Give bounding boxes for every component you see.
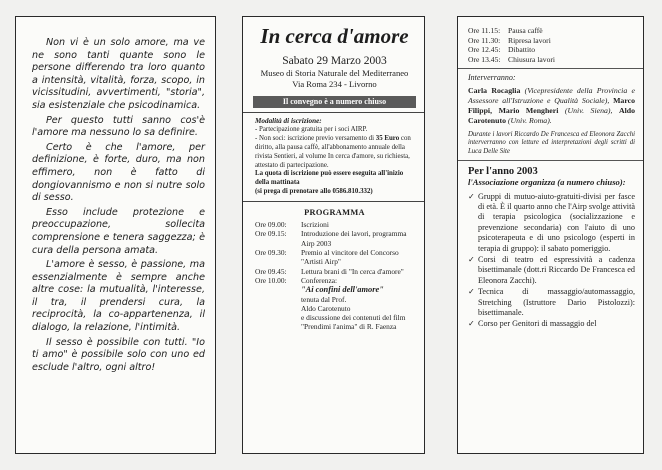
event-date: Sabato 29 Marzo 2003 (282, 55, 387, 67)
checkmark-icon: ✓ (468, 319, 475, 329)
list-item (468, 255, 635, 286)
activities-list (468, 192, 635, 330)
registration-nonmembers (255, 135, 414, 170)
speaker-role: (Univ. Siena), (558, 105, 619, 115)
booking-note: (si prega di prenotare allo 0586.810.332) (255, 188, 373, 196)
program-desc: Introduzione dei lavori, programma Airp 2003 (301, 229, 407, 248)
speaker-role: (Vicepresidente della Provincia e Assessore all'Istruzione e Qualità Sociale), (468, 85, 635, 105)
program-row (255, 248, 414, 267)
schedule-desc: Chiusura lavori (508, 54, 556, 64)
program-desc (301, 276, 414, 332)
program-desc: Premio al vincitore del Concorso "Artisti Airp" (301, 248, 399, 267)
conference-speaker: Aldo Carotenuto (301, 303, 351, 313)
registration-members: - Partecipazione gratuita per i soci AIRP. (255, 126, 368, 134)
schedule-time: Ore 12.45: (468, 45, 501, 55)
divider (458, 68, 643, 69)
program-heading: PROGRAMMA (304, 207, 365, 217)
schedule-row (468, 55, 635, 65)
schedule-time: Ore 11.30: (468, 35, 501, 45)
divider (458, 160, 643, 161)
quota-note: La quota di iscrizione può essere eseguita all'inizio della mattinata (255, 170, 404, 187)
paragraph-6: Il sesso è possibile con tutti. "Io ti amo" è possibile solo con uno ed esclude l'altro, ogni altro! (32, 336, 205, 373)
schedule-row (468, 45, 635, 55)
speakers-list (468, 86, 635, 126)
program-desc: Iscrizioni (301, 220, 329, 230)
program-time: Ore 09.45: (255, 266, 287, 276)
speaker-role: (Univ. Roma). (505, 115, 552, 125)
conference-by: tenuta dal Prof. (301, 294, 347, 304)
program-time: Ore 10.00: (255, 275, 287, 285)
paragraph-1: Non vi è un solo amore, ma ve ne sono tanti quante sono le persone differendo tra loro quanto a intensità, vitalità, forza, scopo, in vicissitudini, avvertimenti, "storia", sia esistenziale che psicodinamica. (32, 37, 205, 111)
activity-text: Corsi di teatro ed espressività a cadenza bisettimanale (dott.ri Riccardo De Francesca ed Eleonora Zacchi). (478, 255, 635, 285)
list-item (468, 287, 635, 318)
schedule-desc: Pausa caffè (508, 26, 543, 35)
checkmark-icon: ✓ (468, 287, 475, 297)
event-title: In cerca d'amore (260, 24, 409, 48)
divider (243, 112, 424, 113)
nonmember-text: - Non soci: iscrizione previo versamento di (255, 135, 376, 143)
program-time: Ore 09.00: (255, 220, 287, 230)
year-heading: Per l'anno 2003 (468, 166, 538, 178)
venue-name: Museo di Storia Naturale del Mediterraneo (260, 68, 409, 78)
speakers-heading: Interverranno: (468, 73, 516, 83)
conference-title: "Ai confini dell'amore" (301, 285, 384, 295)
registration-heading: Modalità di iscrizione: (255, 117, 322, 126)
speaker-name: Aldo Carotenuto (468, 105, 635, 125)
schedule-desc: Dibattito (508, 45, 535, 55)
activity-text: Corso per Genitori di massaggio del (478, 319, 597, 329)
schedule (468, 26, 635, 64)
right-panel (457, 16, 644, 454)
program-row (255, 276, 414, 332)
list-item (468, 319, 635, 329)
program-desc: Lettura brani di "In cerca d'amore" (301, 266, 404, 276)
closed-number-banner: Il convegno è a numero chiuso (253, 96, 416, 108)
activity-text: Gruppi di mutuo-aiuto-gratuiti-divisi per fasce di età. È il quarto anno che l'Airp svolge attività di terapia psicologica (socializzazione e prevenzione secondaria) con l'aiuto di uno psicoterapeuta e di uno psicologo (esperti in terapia di gruppo): il sabato pomeriggio. (478, 191, 635, 253)
speaker-name: Marco Filippi, Mario Mengheri (468, 95, 635, 115)
program-time: Ore 09.15: (255, 229, 287, 239)
schedule-time: Ore 11.15: (468, 26, 501, 35)
left-panel (15, 16, 216, 454)
checkmark-icon: ✓ (468, 255, 475, 264)
schedule-time: Ore 13.45: (468, 54, 501, 64)
activity-text: Tecnica di massaggio/automassaggio, Stretching (Istruttore Dario Pistolozzi): bisettimanale. (478, 287, 635, 318)
program-row (255, 267, 414, 276)
center-panel (242, 16, 425, 454)
speaker-name: Carla Rocaglia (468, 85, 521, 95)
conference-label: Conferenza: (301, 275, 338, 285)
schedule-row (468, 26, 635, 36)
checkmark-icon: ✓ (468, 191, 475, 201)
conference-rest: e discussione dei contenuti del film "Prendimi l'anima" di R. Faenza (301, 313, 406, 332)
program-time: Ore 09.30: (255, 248, 287, 258)
program-row (255, 220, 414, 229)
association-intro: l'Associazione organizza (a numero chiuso): (468, 177, 626, 188)
paragraph-3: Certo è che l'amore, per definizione, è forte, duro, ma non effimero, non è fatto di dongiovannismo e non si nutre solo di sesso. (32, 141, 205, 204)
venue-address: Via Roma 234 - Livorno (292, 78, 377, 89)
program-row (255, 229, 414, 248)
readings-note: Durante i lavori Riccardo De Francesca ed Eleonora Zacchi interverranno con letture ed interpretazioni degli scritti di Luca Delle Site (468, 130, 635, 155)
list-item (468, 192, 635, 254)
paragraph-4: Esso include protezione e preoccupazione, sollecita comprensione e tenera saggezza; è cura della persona amata. (32, 206, 205, 256)
nonmember-text-rest: con diritto, alla pausa caffè, all'abbonamento annuale della rivista Sentieri, al volume In cerca d'amore, su richiesta, attestato di partecipazione. (255, 135, 411, 169)
paragraph-5: L'amore è sesso, è passione, ma essenzialmente è sempre anche altre cose: la mutualità, l'interesse, il tra, il prendersi cura, la reciprocità, la co-appartenenza, il dialogo, la relazione, l'intimità. (32, 259, 205, 334)
fee-amount: 35 Euro (375, 135, 400, 143)
divider (243, 201, 424, 202)
schedule-desc: Ripresa lavori (508, 35, 551, 45)
paragraph-2: Per questo tutti sanno cos'è l'amore ma nessuno lo sa definire. (32, 114, 205, 139)
schedule-row (468, 36, 635, 46)
